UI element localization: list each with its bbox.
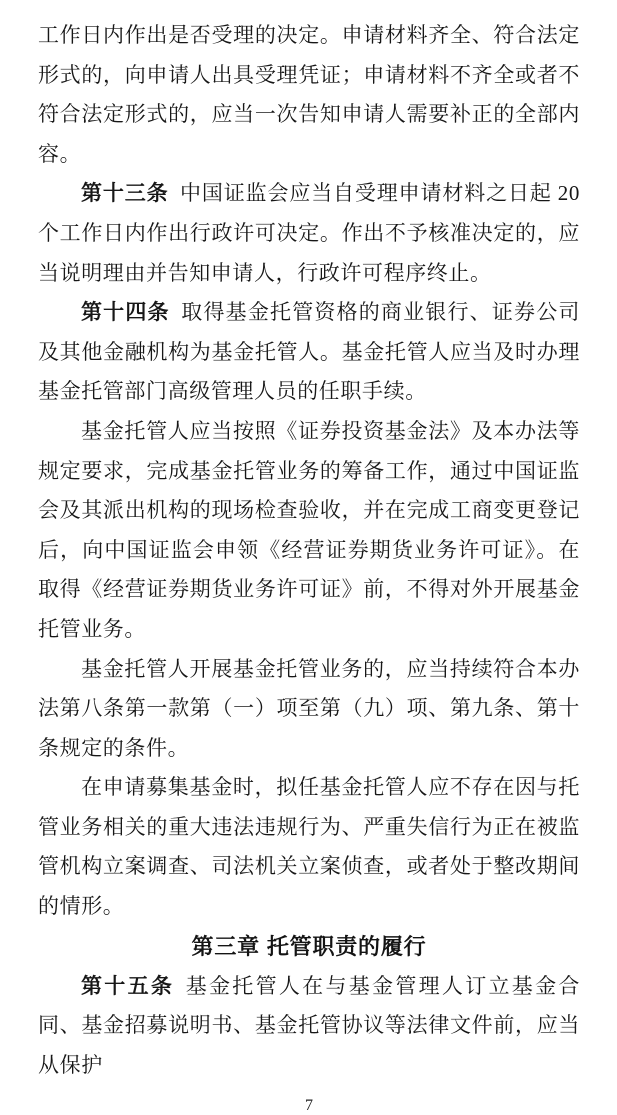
paragraph-fund-raising-conditions bbox=[38, 768, 580, 926]
paragraph-preparation-requirements bbox=[38, 412, 580, 650]
paragraph-text: 基金托管人开展基金托管业务的，应当持续符合本办法第八条第一款第（一）项至第（九）项、第九条、第十条规定的条件。 bbox=[38, 656, 580, 760]
article-number: 第十五条 bbox=[81, 973, 175, 998]
paragraph-text: 取得基金托管资格的商业银行、证券公司及其他金融机构为基金托管人。基金托管人应当及时办理基金托管部门高级管理人员的任职手续。 bbox=[38, 300, 580, 404]
paragraph-text: 基金托管人应当按照《证券投资基金法》及本办法等规定要求，完成基金托管业务的筹备工作，通过中国证监会及其派出机构的现场检查验收，并在完成工商变更登记后，向中国证监会申领《经营证券期货业务许可证》。在取得《经营证券期货业务许可证》前，不得对外开展基金托管业务。 bbox=[38, 418, 580, 641]
article-number: 第十三条 bbox=[81, 181, 169, 206]
paragraph-text: 工作日内作出是否受理的决定。申请材料齐全、符合法定形式的，向申请人出具受理凭证；申请材料不齐全或者不符合法定形式的，应当一次告知申请人需要补正的全部内容。 bbox=[38, 23, 580, 166]
paragraph-article-15 bbox=[38, 967, 580, 1086]
chapter-heading: 第三章 托管职责的履行 bbox=[191, 933, 427, 959]
paragraph-text: 在申请募集基金时，拟任基金托管人应不存在因与托管业务相关的重大违法违规行为、严重失信行为正在被监管机构立案调查、司法机关立案侦查，或者处于整改期间的情形。 bbox=[38, 775, 580, 919]
paragraph-continuation bbox=[38, 16, 580, 174]
paragraph-text: 基金托管人在与基金管理人订立基金合同、基金招募说明书、基金托管协议等法律文件前，应当从保护 bbox=[38, 973, 580, 1077]
paragraph-article-13 bbox=[38, 174, 580, 293]
article-number: 第十四条 bbox=[81, 300, 170, 325]
paragraph-article-14 bbox=[38, 293, 580, 412]
paragraph-text: 中国证监会应当自受理申请材料之日起 20 个工作日内作出行政许可决定。作出不予核准决定的，应当说明理由并告知申请人，行政许可程序终止。 bbox=[38, 181, 581, 285]
page-number: 7 bbox=[305, 1097, 313, 1115]
paragraph-ongoing-conditions bbox=[38, 650, 580, 769]
